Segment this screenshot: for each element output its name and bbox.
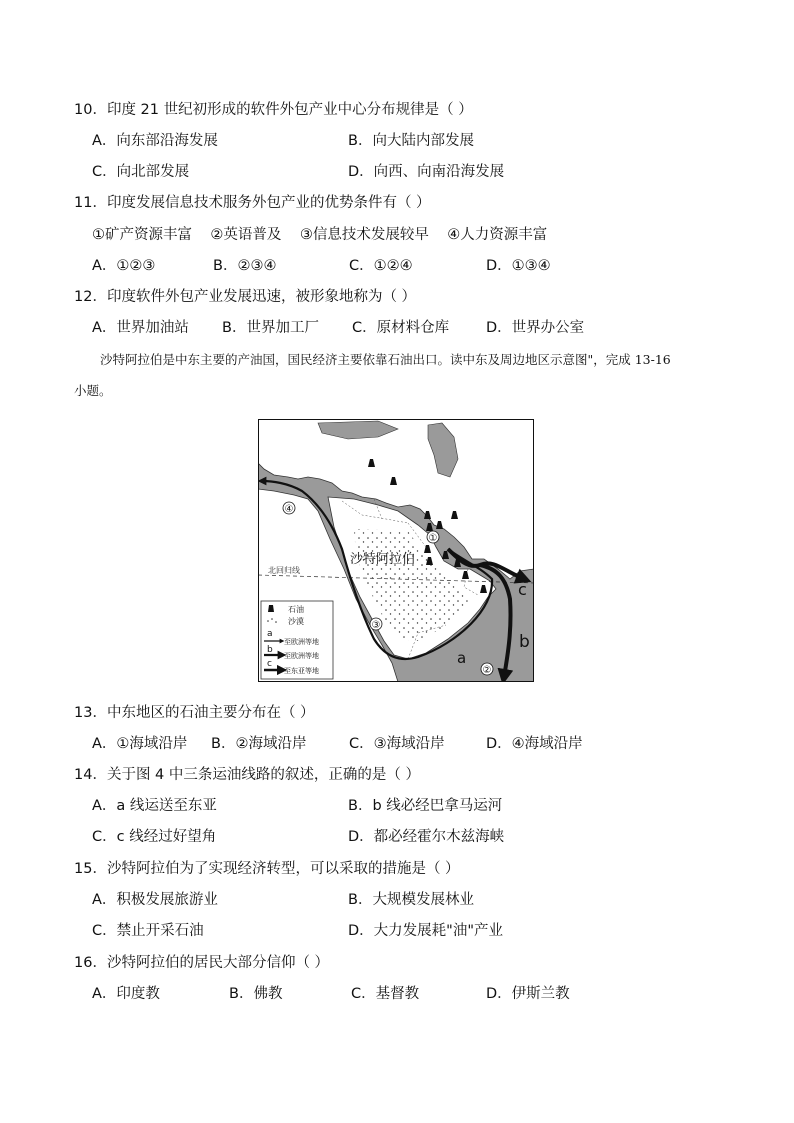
- q14-option-b[interactable]: B．b 线必经巴拿马运河: [348, 798, 503, 814]
- map-legend: [261, 601, 333, 679]
- legend-route-a-letter: a: [267, 629, 273, 639]
- q14-option-c[interactable]: C．c 线经过好望角: [92, 829, 217, 845]
- reading-intro-line2: 小题。: [74, 383, 112, 398]
- q15-option-b[interactable]: B．大规模发展林业: [348, 892, 474, 908]
- q10-option-c[interactable]: C．向北部发展: [92, 164, 190, 180]
- sea-marker-3: ③: [371, 620, 381, 631]
- sea-marker-2: ②: [482, 665, 492, 676]
- q12-option-b[interactable]: B．世界加工厂: [222, 320, 319, 336]
- q11-option-a[interactable]: A．①②③: [92, 258, 156, 274]
- q10-option-a[interactable]: A．向东部沿海发展: [92, 133, 218, 149]
- question-11-stem: 11．印度发展信息技术服务外包产业的优势条件有（ ）: [74, 195, 431, 211]
- q14-option-a[interactable]: A．a 线运送至东亚: [92, 798, 217, 814]
- legend-route-b-label: 至欧洲等地: [284, 652, 319, 660]
- q11-option-b[interactable]: B．②③④: [213, 258, 277, 274]
- question-16-stem: 16．沙特阿拉伯的居民大部分信仰（ ）: [74, 955, 330, 971]
- question-15-stem: 15．沙特阿拉伯为了实现经济转型，可以采取的措施是（ ）: [74, 861, 460, 877]
- question-12-stem: 12．印度软件外包产业发展迅速，被形象地称为（ ）: [74, 289, 417, 305]
- q12-option-c[interactable]: C．原材料仓库: [352, 320, 450, 336]
- route-c-letter: c: [518, 580, 527, 599]
- legend-route-c-label: 至东亚等地: [284, 667, 319, 675]
- legend-route-c-letter: c: [267, 659, 272, 669]
- q10-option-d[interactable]: D．向西、向南沿海发展: [348, 164, 505, 180]
- q15-option-a[interactable]: A．积极发展旅游业: [92, 892, 218, 908]
- question-10-stem: 10．印度 21 世纪初形成的软件外包产业中心分布规律是（ ）: [74, 102, 473, 118]
- q15-option-d[interactable]: D．大力发展耗"油"产业: [348, 923, 504, 939]
- question-14-stem: 14．关于图 4 中三条运油线路的叙述，正确的是（ ）: [74, 767, 421, 783]
- q16-option-d[interactable]: D．伊斯兰教: [486, 986, 570, 1002]
- q13-option-c[interactable]: C．③海域沿岸: [349, 736, 445, 752]
- q13-option-d[interactable]: D．④海域沿岸: [486, 736, 583, 752]
- q16-option-b[interactable]: B．佛教: [229, 986, 283, 1002]
- sea-marker-4: ④: [284, 504, 294, 515]
- tropic-of-cancer-label: 北回归线: [268, 566, 300, 575]
- q13-option-a[interactable]: A．①海域沿岸: [92, 736, 188, 752]
- q11-option-d[interactable]: D．①③④: [486, 258, 551, 274]
- q16-option-a[interactable]: A．印度教: [92, 986, 160, 1002]
- sea-marker-1: ①: [428, 533, 438, 544]
- reading-intro-line1: 沙特阿拉伯是中东主要的产油国，国民经济主要依靠石油出口。读中东及周边地区示意图"，完成 13-16: [100, 352, 671, 367]
- q12-option-d[interactable]: D．世界办公室: [486, 320, 585, 336]
- q16-option-c[interactable]: C．基督教: [351, 986, 420, 1002]
- q10-option-b[interactable]: B．向大陆内部发展: [348, 133, 474, 149]
- country-label: 沙特阿拉伯: [350, 552, 416, 567]
- legend-oil-label: 石油: [288, 605, 304, 614]
- legend-route-a-label: 至欧洲等地: [284, 638, 319, 646]
- question-13-stem: 13．中东地区的石油主要分布在（ ）: [74, 705, 315, 721]
- middle-east-map: [258, 419, 534, 682]
- route-b-letter: b: [519, 632, 530, 652]
- q11-conditions: ①矿产资源丰富 ②英语普及 ③信息技术发展较早 ④人力资源丰富: [92, 227, 548, 243]
- q14-option-d[interactable]: D．都必经霍尔木兹海峡: [348, 829, 505, 845]
- q12-option-a[interactable]: A．世界加油站: [92, 320, 189, 336]
- q13-option-b[interactable]: B．②海域沿岸: [211, 736, 307, 752]
- route-a-letter: a: [457, 649, 467, 667]
- q11-option-c[interactable]: C．①②④: [349, 258, 413, 274]
- legend-oil-icon: [268, 605, 274, 612]
- legend-route-b-letter: b: [267, 645, 273, 655]
- q15-option-c[interactable]: C．禁止开采石油: [92, 923, 204, 939]
- legend-desert-label: 沙漠: [288, 617, 304, 626]
